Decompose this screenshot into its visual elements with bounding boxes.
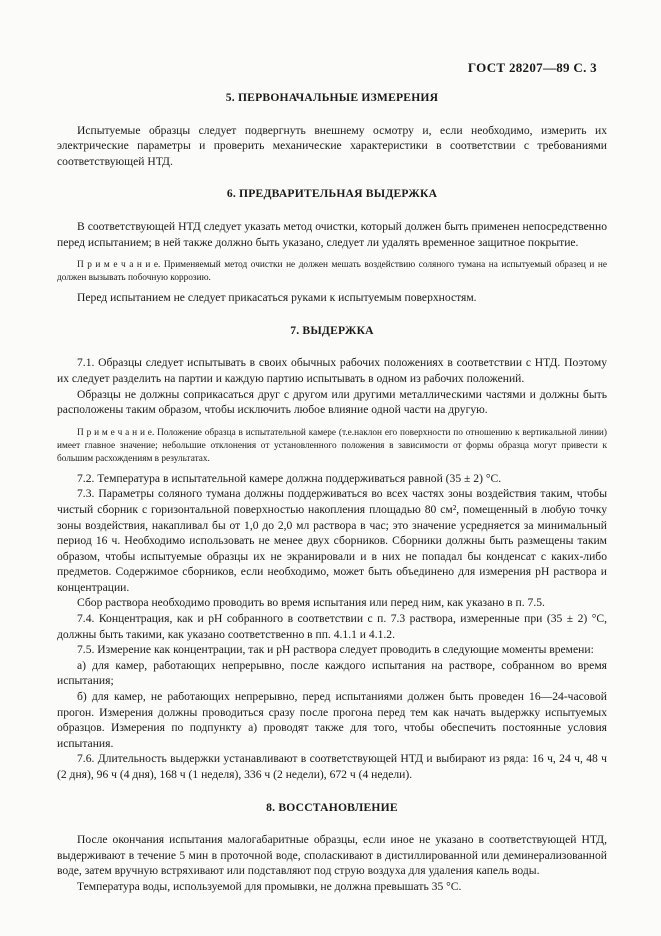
section-8-title: 8. ВОССТАНОВЛЕНИЕ — [266, 800, 398, 814]
section-6-title: 6. ПРЕДВАРИТЕЛЬНАЯ ВЫДЕРЖКА — [226, 187, 438, 201]
s7-note: П р и м е ч а н и е. Положение образца в испытательной камере (т.е.наклон его поверхности по отношению к вертикальной линии) имеет главное значение; небольшие отклонения от установленного положения в зависимости от формы образца могут привести к большим расхождениям в результатах. — [57, 427, 607, 464]
s7-item-7-1: 7.1. Образцы следует испытывать в своих обычных рабочих положениях в соответствии с НТД. Поэтому их следует разделить на партии и каждую партию испытывать в одном из рабочих положений. — [57, 356, 607, 385]
s7-item-7-4: 7.4. Концентрация, как и рН собранного в соответствии с п. 7.3 раствора, измеренные при (35 ± 2) °С, должны быть такими, как указано соответственно в пп. 4.1.1 и 4.1.2. — [57, 612, 607, 641]
s7-item-7-1-b: Образцы не должны соприкасаться друг с другом или другими металлическими частями и должны быть расположены таким образом, чтобы исключить любое влияние одной части на другую. — [57, 387, 607, 417]
s6-paragraph-2: Перед испытанием не следует прикасаться руками к испытуемым поверхностям. — [77, 291, 477, 305]
s6-note: П р и м е ч а н и е. Применяемый метод очистки не должен мешать воздействию соляного тумана на испытуемый образец и не должен вызывать побочную коррозию. — [57, 260, 607, 284]
s8-paragraph-2: Температура воды, используемой для промывки, не должна превышать 35 °С. — [77, 879, 462, 893]
s7-item-7-2: 7.2. Температура в испытательной камере должна поддерживаться равной (35 ± 2) °С. — [77, 471, 502, 485]
s7-item-7-3-b: Сбор раствора необходимо проводить во время испытания или перед ним, как указано в п. 7.5. — [77, 596, 545, 610]
page-header: ГОСТ 28207—89 С. 3 — [467, 60, 597, 75]
section-5-title: 5. ПЕРВОНАЧАЛЬНЫЕ ИЗМЕРЕНИЯ — [225, 91, 439, 104]
s6-paragraph-1: В соответствующей НТД следует указать метод очистки, который должен быть применен непосредственно перед испытанием; в ней также должно быть указано, следует ли удалять временное защитное покрытие. — [57, 219, 607, 249]
document-body — [57, 90, 607, 895]
s7-item-7-3: 7.3. Параметры соляного тумана должны поддерживаться во всех частях зоны воздействия таким, чтобы чистый сборник с горизонтальной поверхностью накопления площадью 80 см², помещенный в любую точку зоны воздействия, накапливал бы от 1,0 до 2,0 мл раствора в час; это значение усредняется за минимальный период 16 ч. Необходимо использовать не менее двух сборников. Сборники должны быть размещены таким образом, чтобы испытуемые образцы их не экранировали и в них не попадал бы конденсат с каких-либо предметов. Содержимое сборников, если необходимо, может быть объединено для измерения рН раствора и концентрации. — [57, 487, 607, 594]
s7-item-7-6: 7.6. Длительность выдержки устанавливают в соответствующей НТД и выбирают из ряда: 16 ч, 24 ч, 48 ч (2 дня), 96 ч (4 дня), 168 ч (1 неделя), 336 ч (2 недели), 672 ч (4 недели). — [57, 752, 607, 781]
s5-paragraph-1: Испытуемые образцы следует подвергнуть внешнему осмотру и, если необходимо, измерить их электрические параметры и проверить механические характеристики в соответствии с требованиями соответствующей НТД. — [57, 123, 607, 168]
s7-item-7-5: 7.5. Измерение как концентрации, так и рН раствора следует проводить в следующие моменты времени: — [77, 643, 594, 657]
s7-item-7-5-b: б) для камер, не работающих непрерывно, перед испытаниями должен быть проведен 16—24-часовой прогон. Измерения должны проводиться сразу после прогона перед тем как начать выдержку испытуемых образцов. Измерения по подпункту а) проводят также для того, чтобы обеспечить постоянные условия испытания. — [57, 690, 607, 750]
s8-paragraph-1: После окончания испытания малогабаритные образцы, если иное не указано в соответствующей НТД, выдерживают в течение 5 мин в проточной воде, споласкивают в дистиллированной или деминерализованной воде, затем вручную встряхивают или подставляют под струю воздуха для удаления капель воды. — [57, 833, 607, 878]
s7-item-7-5-a: а) для камер, работающих непрерывно, после каждого испытания на растворе, собранном во время испытания; — [57, 658, 607, 688]
section-7-title: 7. ВЫДЕРЖКА — [290, 323, 374, 337]
